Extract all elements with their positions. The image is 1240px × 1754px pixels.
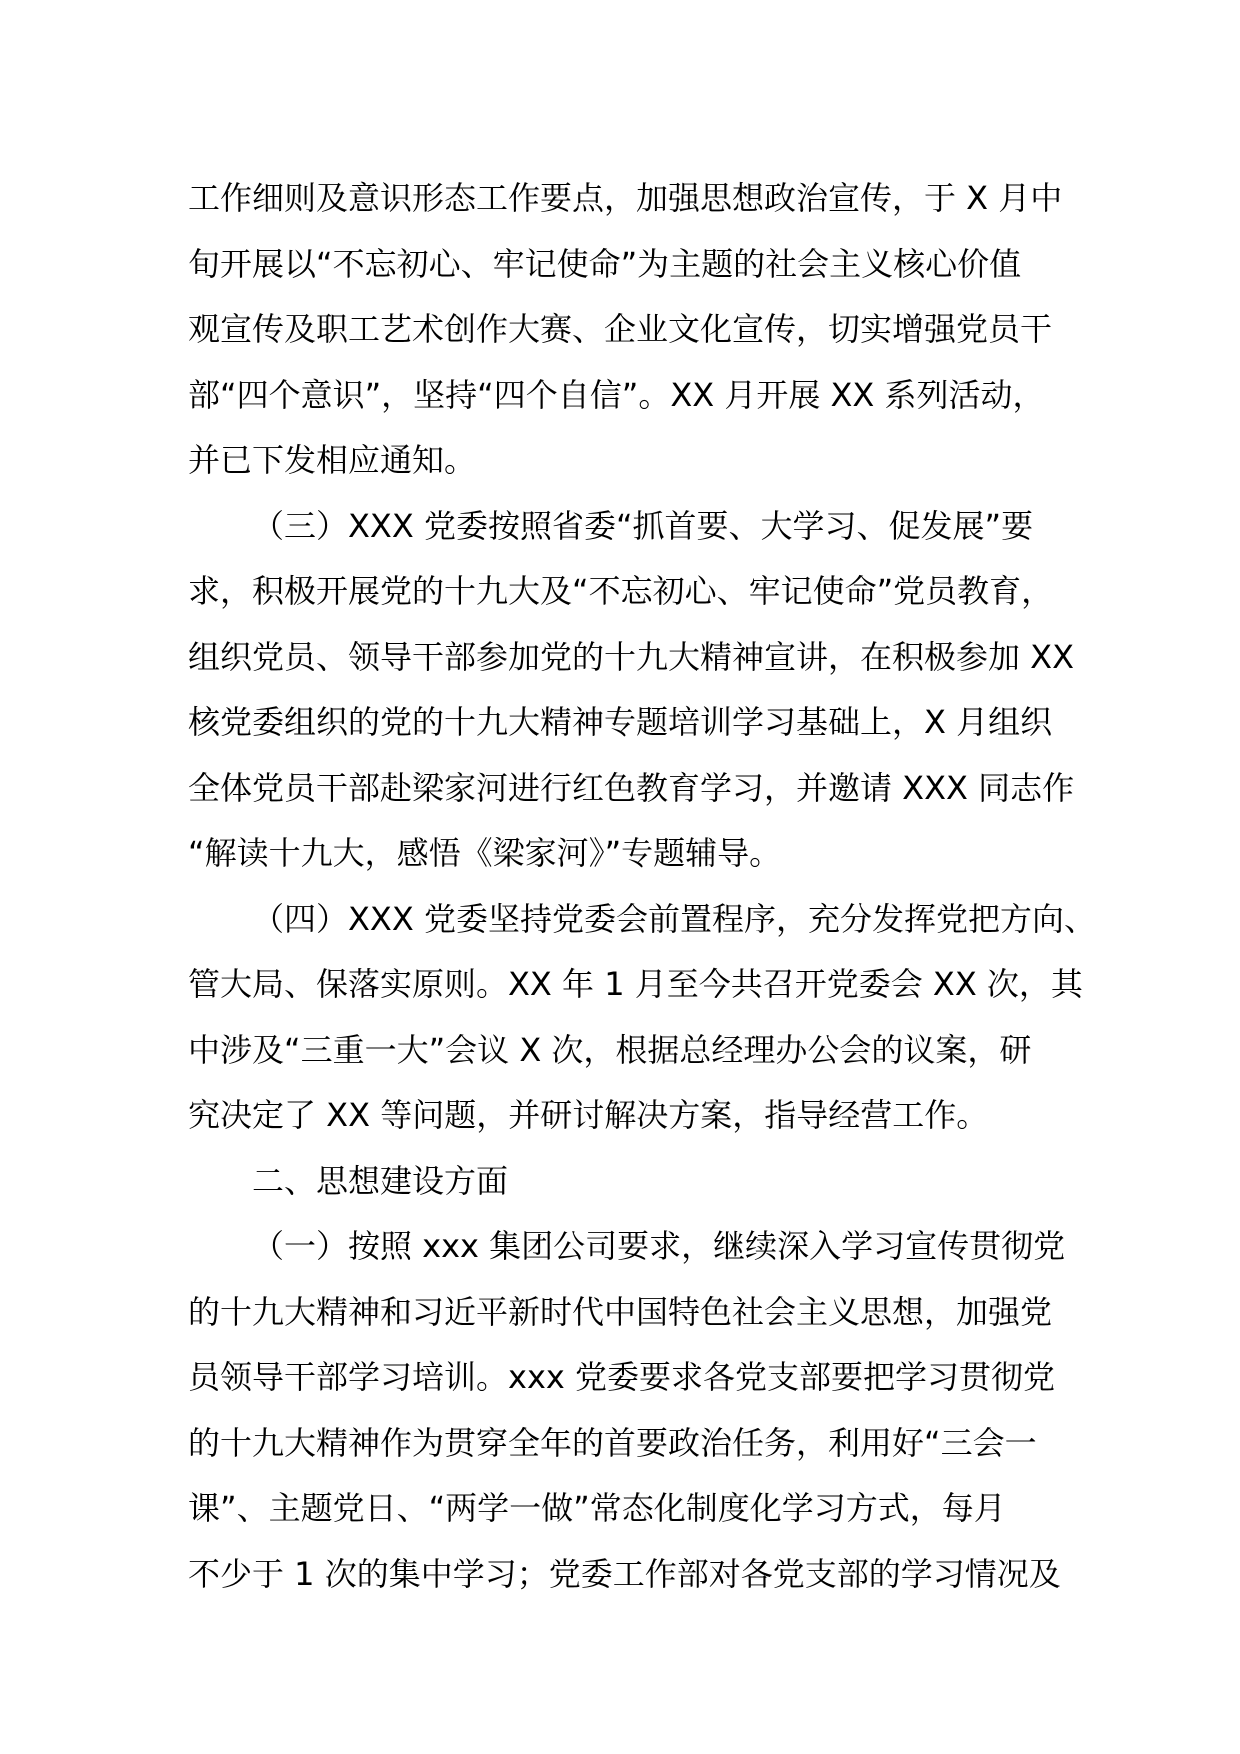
paragraph-propaganda-work: [188, 166, 1088, 494]
text-line: 核党委组织的党的十九大精神专题培训学习基础上，X 月组织: [188, 703, 1053, 741]
text-line: 的十九大精神和习近平新时代中国特色社会主义思想，加强党: [188, 1292, 1053, 1331]
text-line: 观宣传及职工艺术创作大赛、企业文化宣传，切实增强党员干: [188, 310, 1053, 348]
text-line: （一）按照 xxx 集团公司要求，继续深入学习宣传贯彻党: [252, 1227, 1066, 1265]
text-line: 工作细则及意识形态工作要点，加强思想政治宣传，于 X 月中: [188, 179, 1063, 217]
paragraph-section-four: [188, 887, 1096, 1149]
text-line: “解读十九大，感悟《梁家河》”专题辅导。: [188, 834, 782, 872]
text-line: 员领导干部学习培训。xxx 党委要求各党支部要把学习贯彻党: [188, 1358, 1055, 1396]
text-line: （三）XXX 党委按照省委“抓首要、大学习、促发展”要: [252, 506, 1034, 545]
text-line: （四）XXX 党委坚持党委会前置程序，充分发挥党把方向、: [252, 899, 1096, 938]
text-line: 中涉及“三重一大”会议 X 次，根据总经理办公会的议案，研: [188, 1030, 1032, 1069]
text-line: 课”、主题党日、“两学一做”常态化制度化学习方式，每月: [188, 1489, 1006, 1527]
text-line: 并已下发相应通知。: [188, 441, 477, 479]
paragraph-section-three: [188, 494, 1088, 887]
section-heading: 二、思想建设方面: [252, 1161, 509, 1200]
text-line: 求，积极开展党的十九大及“不忘初心、牢记使命”党员教育，: [188, 572, 1054, 610]
text-line: 究决定了 XX 等问题，并研讨解决方案，指导经营工作。: [188, 1096, 989, 1134]
text-line: 的十九大精神作为贯穿全年的首要政治任务，利用好“三会一: [188, 1423, 1037, 1462]
text-line: 全体党员干部赴梁家河进行红色教育学习，并邀请 XXX 同志作: [188, 768, 1075, 807]
text-line: 管大局、保落实原则。XX 年 1 月至今共召开党委会 XX 次，其: [188, 965, 1083, 1003]
text-line: 组织党员、领导干部参加党的十九大精神宣讲，在积极参加 XX: [188, 637, 1075, 676]
text-line: 不少于 1 次的集中学习；党委工作部对各党支部的学习情况及: [188, 1554, 1061, 1593]
document-body: [188, 166, 1096, 1607]
text-line: 旬开展以“不忘初心、牢记使命”为主题的社会主义核心价值: [188, 244, 1022, 283]
heading-ideological-construction: [188, 1149, 1088, 1215]
paragraph-section-one: [188, 1214, 1088, 1607]
text-line: 部“四个意识”，坚持“四个自信”。XX 月开展 XX 系列活动，: [188, 375, 1045, 414]
